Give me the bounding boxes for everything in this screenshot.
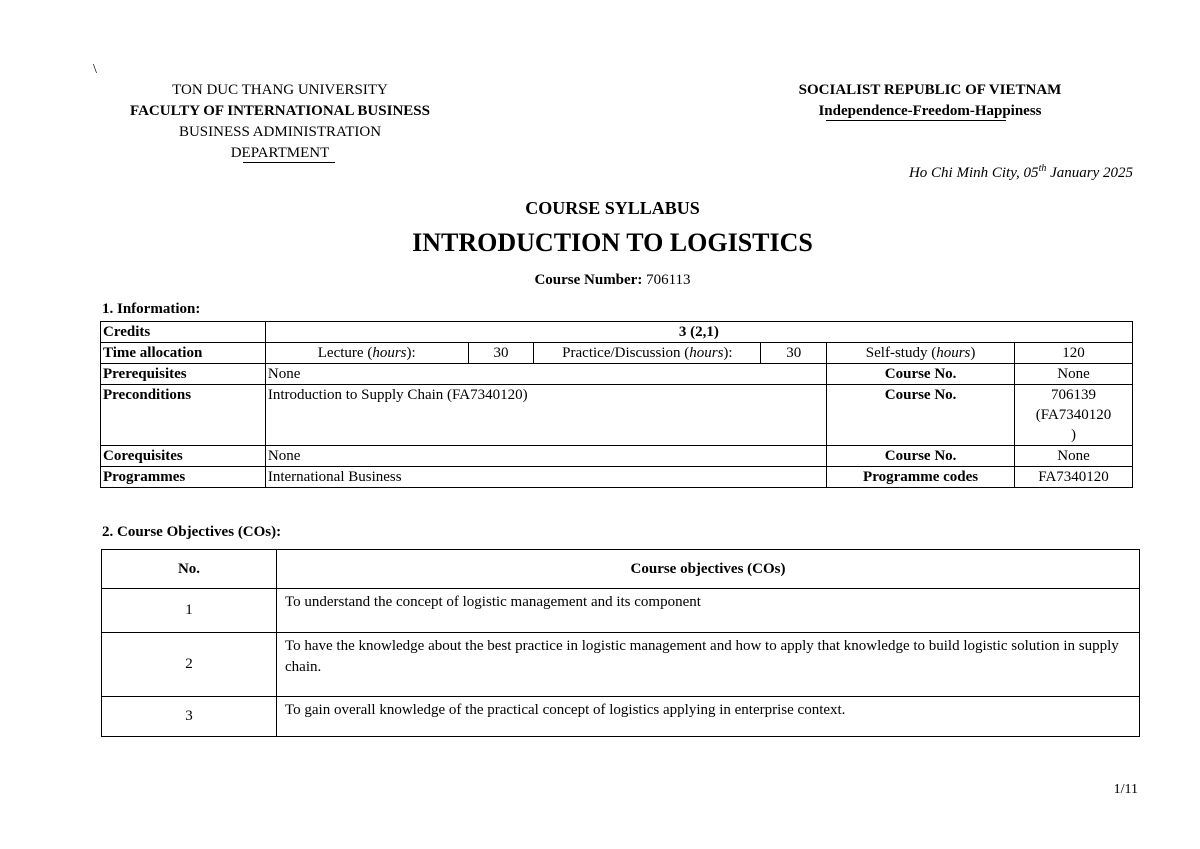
objective-no: 3 <box>102 697 277 737</box>
programmes-label: Programmes <box>101 467 266 488</box>
information-table <box>100 321 1133 488</box>
table-row <box>102 589 1140 633</box>
col-objectives-header <box>277 550 1140 589</box>
table-row <box>102 633 1140 697</box>
faculty-name: FACULTY OF INTERNATIONAL BUSINESS <box>130 103 430 119</box>
table-row <box>101 446 1133 467</box>
national-motto: Independence-Freedom-Happiness <box>818 103 1042 119</box>
objective-text: To gain overall knowledge of the practical concept of logistics applying in enterprise context. <box>277 697 1140 737</box>
table-row <box>101 385 1133 446</box>
corequisites-value: None <box>265 446 826 467</box>
course-number-value: 706113 <box>646 272 691 288</box>
prerequisites-label: Prerequisites <box>101 364 266 385</box>
preconditions-course-no <box>1015 385 1133 446</box>
republic-header <box>740 80 1120 122</box>
hours-word: hours <box>689 345 724 361</box>
university-name: TON DUC THANG UNIVERSITY <box>172 82 388 98</box>
course-no-label: Course No. <box>827 385 1015 446</box>
col-no-header: No. <box>102 550 277 589</box>
practice-label <box>534 343 761 364</box>
hours-word: hours <box>936 345 971 361</box>
course-number <box>0 272 1200 289</box>
document-date <box>909 163 1133 182</box>
corequisites-label: Corequisites <box>101 446 266 467</box>
objective-text: To understand the concept of logistic management and its component <box>277 589 1140 633</box>
course-number-label: Course Number: <box>534 272 643 288</box>
republic-name: SOCIALIST REPUBLIC OF VIETNAM <box>798 82 1062 98</box>
close-paren: ) <box>970 345 976 361</box>
motto-underline <box>826 120 1006 121</box>
section-information-heading: 1. Information: <box>102 301 201 317</box>
university-header <box>60 80 500 164</box>
table-row <box>101 467 1133 488</box>
table-row <box>101 364 1133 385</box>
objectives-heading-rest: (COs): <box>234 524 282 540</box>
hours-word: hours <box>372 345 407 361</box>
objectives-heading-bold: 2. Course Objectives <box>102 524 235 540</box>
prerequisites-course-no: None <box>1015 364 1133 385</box>
programme-codes-label: Programme codes <box>827 467 1015 488</box>
credits-value: 3 (2,1) <box>265 322 1132 343</box>
lecture-label <box>265 343 468 364</box>
col-objectives-rest: (COs) <box>743 560 786 577</box>
selfstudy-text: Self-study ( <box>865 345 937 361</box>
department-underline <box>243 162 335 163</box>
date-suffix: January 2025 <box>1046 165 1133 181</box>
selfstudy-label <box>827 343 1015 364</box>
date-prefix: Ho Chi Minh City, 05 <box>908 165 1039 181</box>
credits-label: Credits <box>101 322 266 343</box>
lecture-text: Lecture ( <box>317 345 373 361</box>
precond-course-no-line2: (FA7340120 <box>1035 407 1112 423</box>
lecture-hours: 30 <box>468 343 534 364</box>
corequisites-course-no: None <box>1015 446 1133 467</box>
table-row <box>101 343 1133 364</box>
precond-course-no-line3: ) <box>1071 427 1076 443</box>
table-row <box>102 550 1140 589</box>
objective-no: 2 <box>102 633 277 697</box>
course-no-label: Course No. <box>827 446 1015 467</box>
preconditions-label: Preconditions <box>101 385 266 446</box>
programme-codes-value: FA7340120 <box>1015 467 1133 488</box>
objective-no: 1 <box>102 589 277 633</box>
section-objectives-heading <box>102 524 281 541</box>
stray-backslash: \ <box>93 62 97 77</box>
department-name-line1: BUSINESS ADMINISTRATION <box>178 124 382 140</box>
close-colon: ): <box>723 345 733 361</box>
syllabus-label: COURSE SYLLABUS <box>525 198 700 218</box>
time-allocation-label: Time allocation <box>101 343 266 364</box>
page-number: 1/11 <box>1113 782 1138 797</box>
course-no-label: Course No. <box>827 364 1015 385</box>
date-superscript: th <box>1038 163 1047 174</box>
table-row <box>102 697 1140 737</box>
col-objectives-bold: Course objectives <box>630 560 744 577</box>
objective-text: To have the knowledge about the best practice in logistic management and how to apply that knowledge to build logistic solution in supply chain. <box>277 633 1140 697</box>
practice-hours: 30 <box>761 343 827 364</box>
precond-course-no-line1: 706139 <box>1051 387 1096 403</box>
preconditions-value: Introduction to Supply Chain (FA7340120) <box>265 385 826 446</box>
selfstudy-hours: 120 <box>1015 343 1133 364</box>
close-colon: ): <box>406 345 416 361</box>
prerequisites-value: None <box>265 364 826 385</box>
course-title: INTRODUCTION TO LOGISTICS <box>412 228 813 257</box>
practice-text: Practice/Discussion ( <box>562 345 690 361</box>
table-row <box>101 322 1133 343</box>
programmes-value: International Business <box>265 467 826 488</box>
department-name-line2: DEPARTMENT <box>230 145 330 161</box>
objectives-table <box>101 549 1140 737</box>
